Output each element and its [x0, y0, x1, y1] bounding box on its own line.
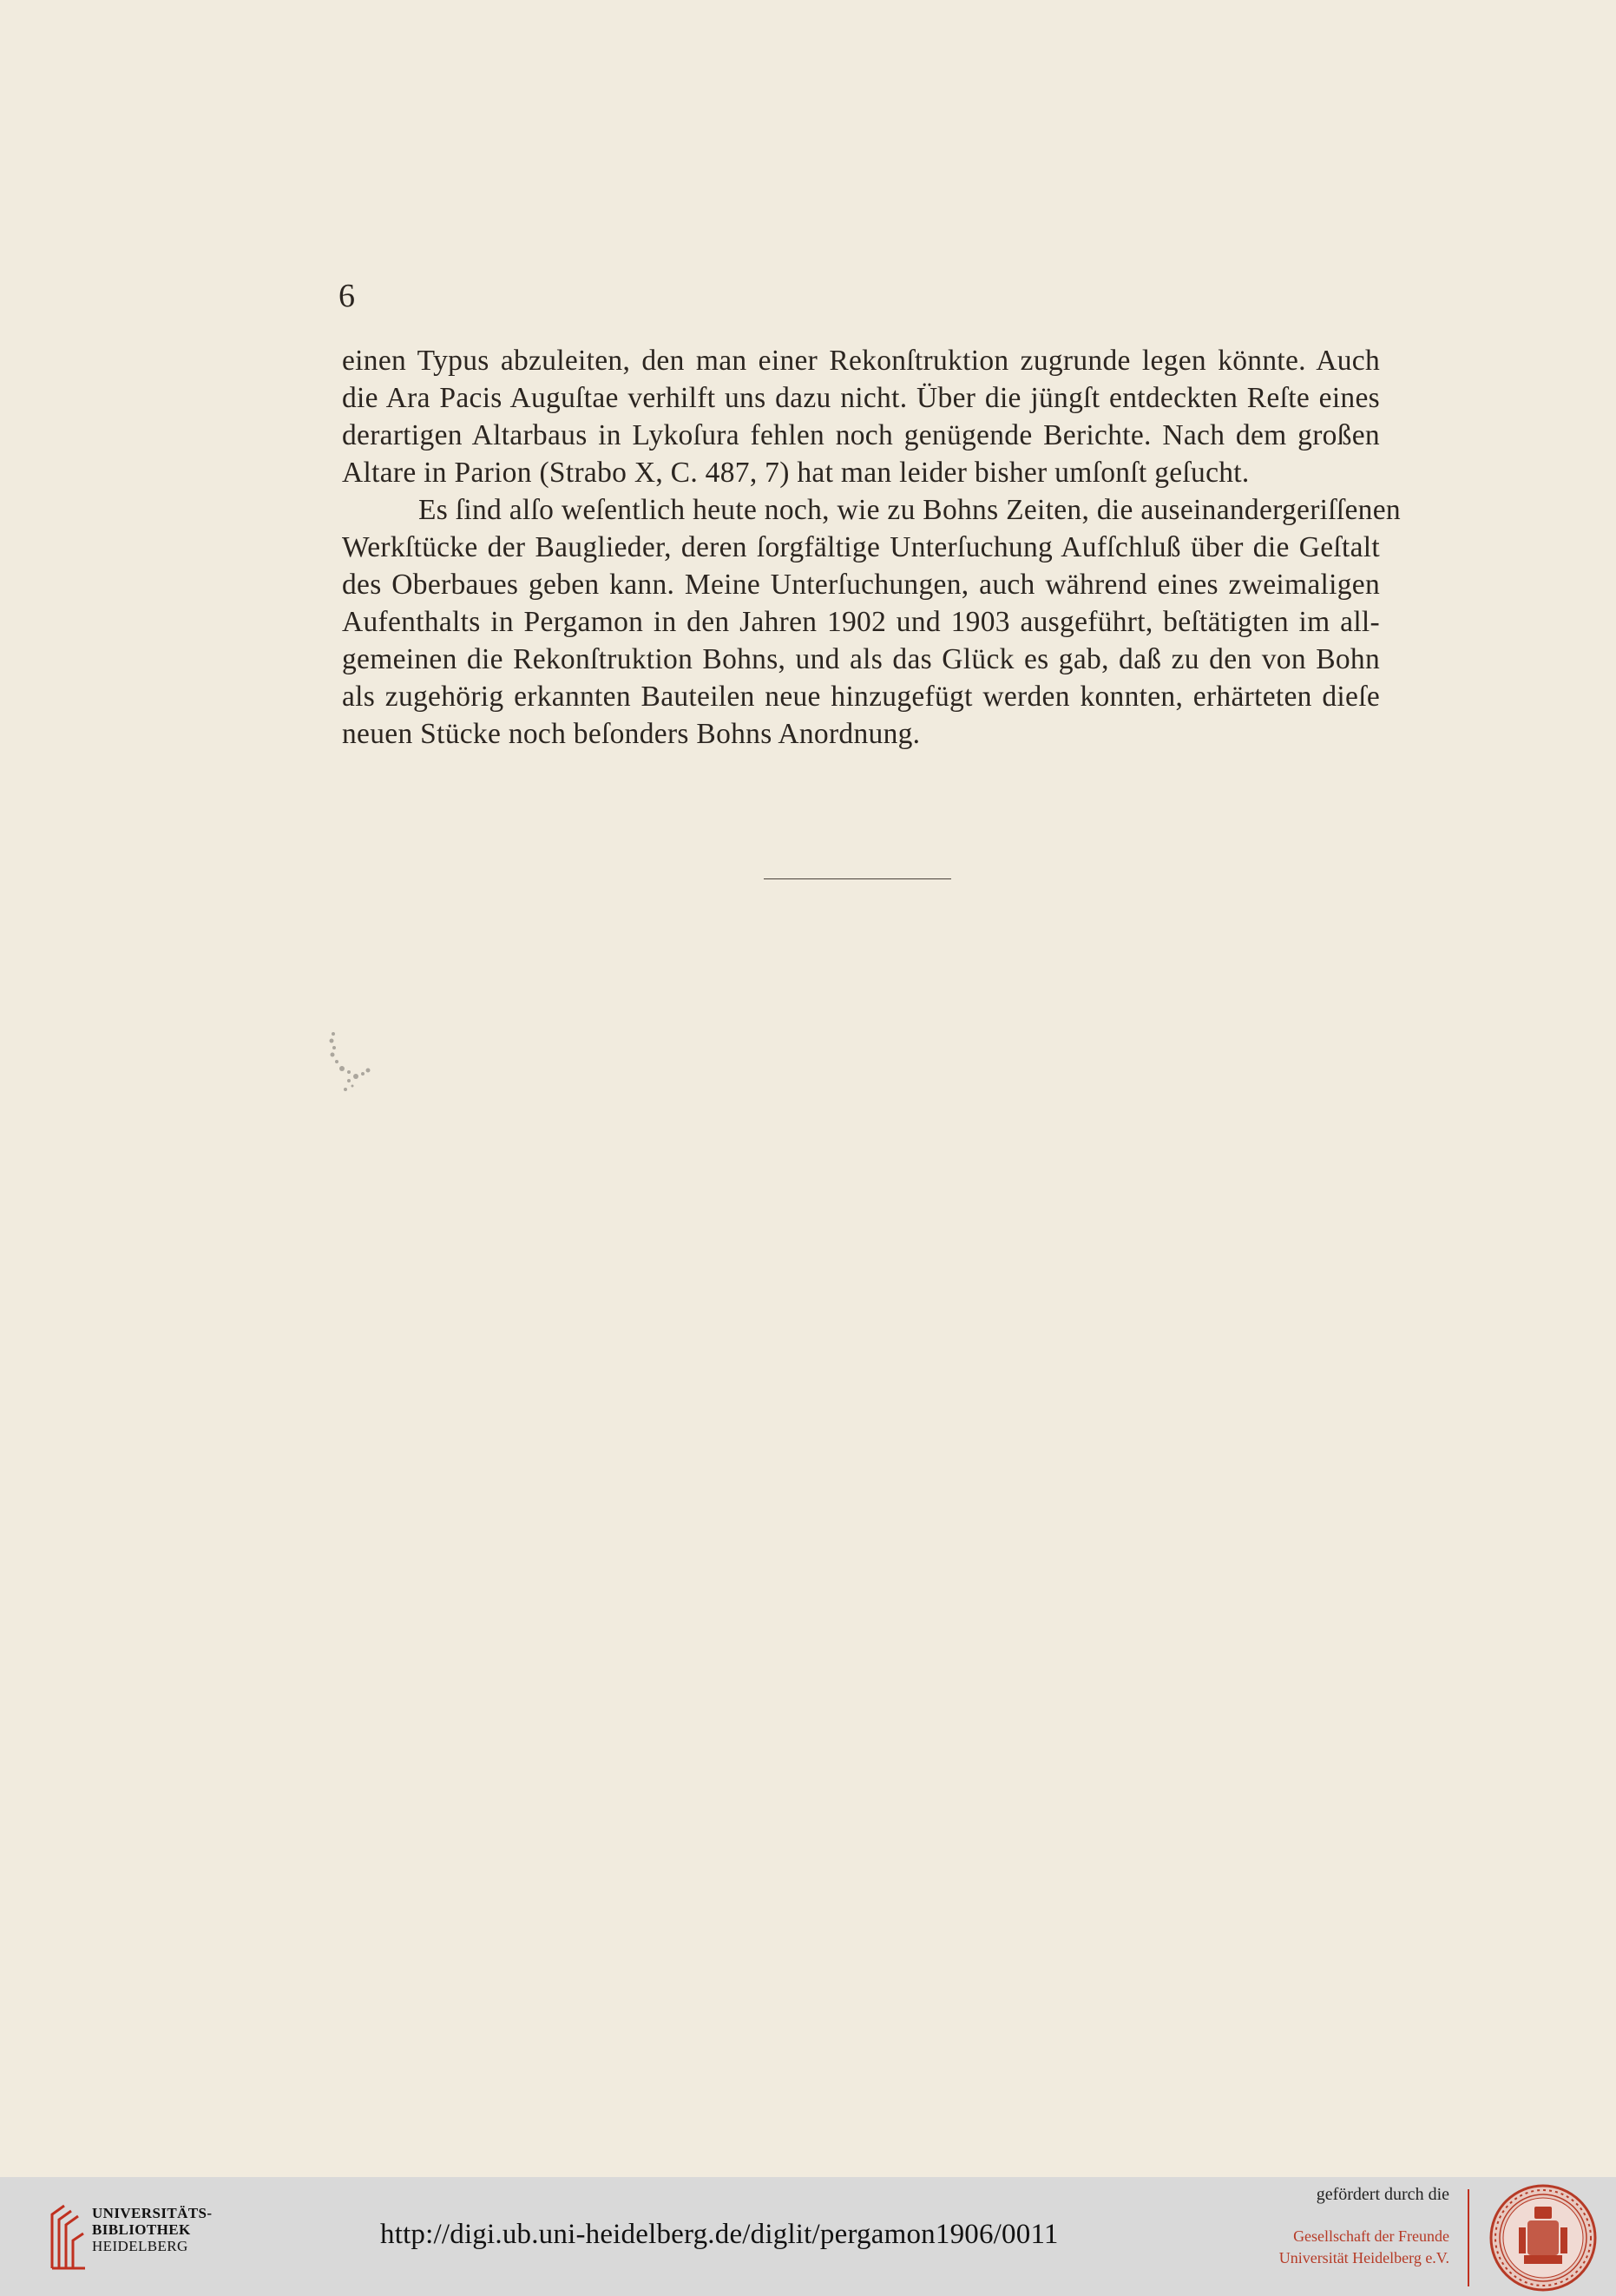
text-line: Es ſind alſo weſentlich heute noch, wie zu Bohns Zeiten, die auseinandergeriſſenen [418, 494, 1401, 526]
library-logo-text [92, 2205, 212, 2254]
paragraph-1 [342, 342, 1380, 491]
text-line: als zugehörig erkannten Bauteilen neue hinzugefügt werden konnten, erhärteten dieſe [342, 681, 1380, 713]
logo-line-1: UNIVERSITÄTS- [92, 2205, 213, 2221]
text-line: gemeinen die Rekonſtruktion Bohns, und als das Glück es gab, daß zu den von Bohn [342, 643, 1380, 675]
text-line: einen Typus abzuleiten, den man einer Rekonſtruktion zugrunde legen könnte. Auch [342, 345, 1380, 377]
text-line: neuen Stücke noch beſonders Bohns Anordnung. [342, 718, 921, 750]
text-line: Werkſtücke der Bauglieder, deren ſorgfältige Unterſuchung Aufſchluß über die Geſtalt [342, 531, 1380, 563]
text-line: Altare in Parion (Strabo X, C. 487, 7) hat man leider bisher umſonſt geſucht. [342, 457, 1250, 489]
paragraph-2 [342, 491, 1401, 753]
text-line: Aufenthalts in Pergamon in den Jahren 1902 und 1903 ausgeführt, beſtätigten im all- [342, 606, 1380, 638]
ub-heidelberg-logo-icon [49, 2202, 89, 2272]
scan-artifact-icon [323, 1029, 392, 1111]
logo-line-3: HEIDELBERG [92, 2238, 188, 2254]
sponsor-name-line-1: Gesellschaft der Freunde [1293, 2227, 1449, 2245]
sponsor-block [1232, 2185, 1449, 2269]
page-number: 6 [338, 278, 355, 314]
university-seal-icon[interactable] [1489, 2184, 1597, 2292]
section-divider [764, 878, 951, 879]
logo-line-2: BIBLIOTHEK [92, 2221, 191, 2238]
sponsor-name-line-2: Universität Heidelberg e.V. [1278, 2249, 1449, 2266]
text-line: derartigen Altarbaus in Lykoſura fehlen noch genügende Berichte. Nach dem großen [342, 419, 1380, 451]
sponsor-name[interactable] [1232, 2226, 1449, 2269]
text-line: des Oberbaues geben kann. Meine Unterſuchungen, auch während eines zweimaligen [342, 569, 1380, 601]
body-text [342, 342, 1401, 753]
text-line: die Ara Pacis Auguſtae verhilft uns dazu nicht. Über die jüngſt entdeckten Reſte eines [342, 382, 1380, 414]
footer-divider [1468, 2189, 1469, 2286]
sponsor-label: gefördert durch die [1316, 2185, 1449, 2204]
permalink-url[interactable]: http://digi.ub.uni-heidelberg.de/diglit/pergamon1906/0011 [380, 2219, 1059, 2250]
library-logo[interactable] [49, 2202, 213, 2272]
